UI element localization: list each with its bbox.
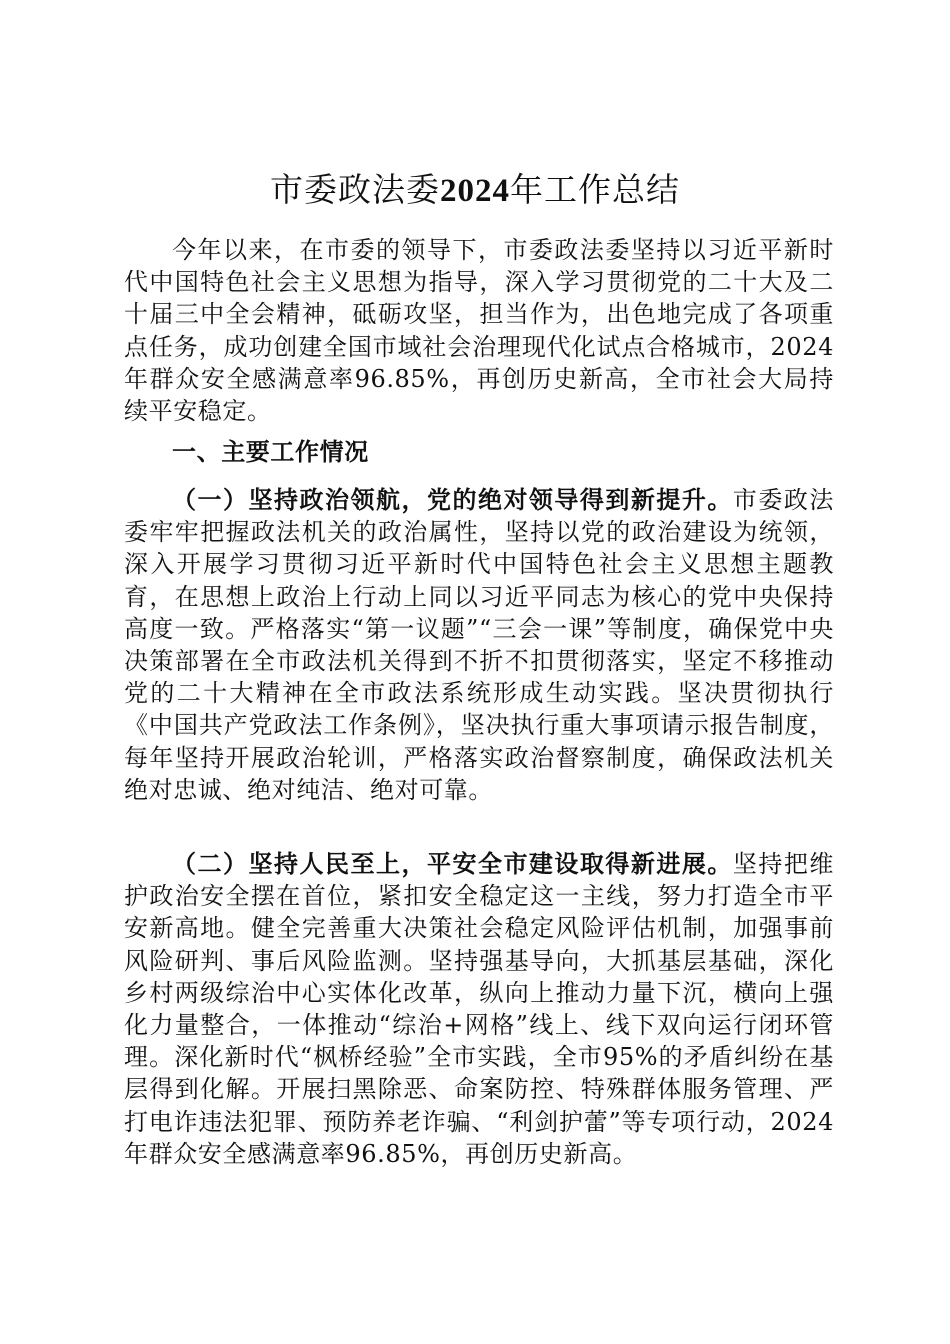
item-1-lead: （一）坚持政治领航，党的绝对领导得到新提升。 [172,485,733,514]
section-heading: 一、主要工作情况 [172,437,369,466]
title-year: 2024 [440,173,510,209]
item-paragraph-2 [124,848,834,1170]
item-2-lead: （二）坚持人民至上，平安全市建设取得新进展。 [172,849,733,878]
item-paragraph-1 [124,484,834,806]
intro-paragraph [124,234,834,427]
document-title [0,168,950,213]
item-1-body: 市委政法委牢牢把握政法机关的政治属性，坚持以党的政治建设为统领，深入开展学习贯彻习近平新时代中国特色社会主义思想主题教育，在思想上政治上行动上同以习近平同志为核心的党中央保持高度一致。严格落实“第一议题”“三会一课”等制度，确保党中央决策部署在全市政法机关得到不折不扣贯彻落实，坚定不移推动党的二十大精神在全市政法系统形成生动实践。坚决贯彻执行《中国共产党政法工作条例》，坚决执行重大事项请示报告制度，每年坚持开展政治轮训，严格落实政治督察制度，确保政法机关绝对忠诚、绝对纯洁、绝对可靠。 [124,486,834,804]
item-2-body: 坚持把维护政治安全摆在首位，紧扣安全稳定这一主线，努力打造全市平安新高地。健全完善重大决策社会稳定风险评估机制，加强事前风险研判、事后风险监测。坚持强基导向，大抓基层基础，深化乡村两级综治中心实体化改革，纵向上推动力量下沉，横向上强化力量整合，一体推动“综治+网格”线上、线下双向运行闭环管理。深化新时代“枫桥经验”全市实践，全市95%的矛盾纠纷在基层得到化解。开展扫黑除恶、命案防控、特殊群体服务管理、严打电诈违法犯罪、预防养老诈骗、“利剑护蕾”等专项行动，2024年群众安全感满意率96.85%，再创历史新高。 [124,850,834,1168]
intro-text: 今年以来，在市委的领导下，市委政法委坚持以习近平新时代中国特色社会主义思想为指导，深入学习贯彻党的二十大及二十届三中全会精神，砥砺攻坚，担当作为，出色地完成了各项重点任务，成功创建全国市域社会治理现代化试点合格城市，2024年群众安全感满意率96.85%，再创历史新高，全市社会大局持续平安稳定。 [124,236,834,426]
title-prefix: 市委政法委 [270,170,440,209]
title-suffix: 年工作总结 [510,170,680,209]
